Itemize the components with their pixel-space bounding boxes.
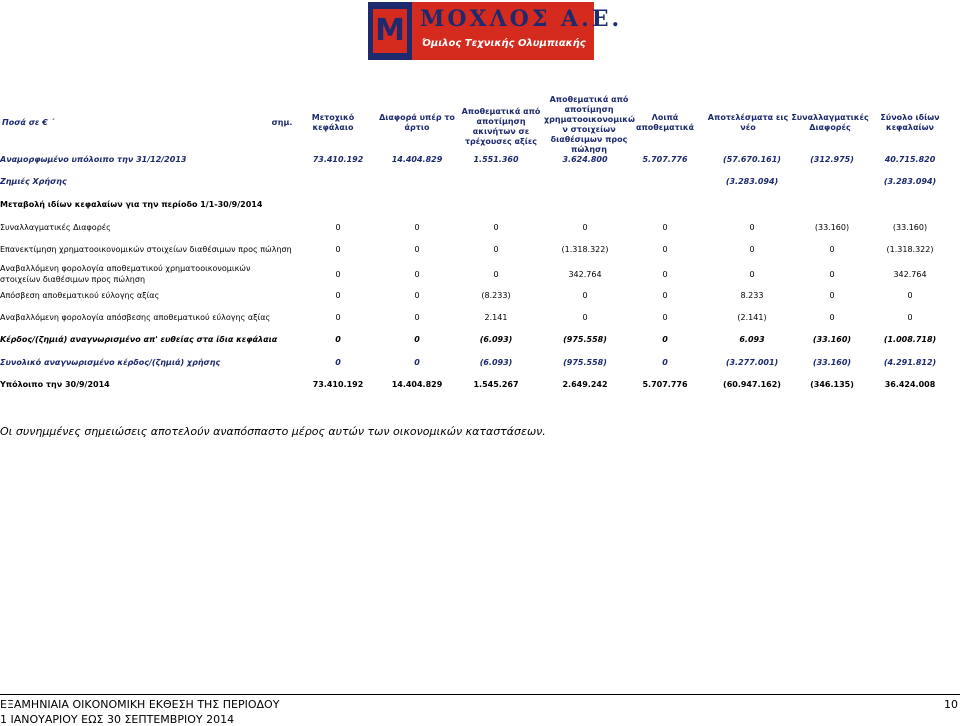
cell-retained-earnings: 8.233 (740, 291, 764, 300)
cell-share-capital: 0 (335, 335, 341, 344)
cell-afs-reserve: 2.649.242 (562, 380, 608, 389)
cell-fx-differences: 0 (829, 270, 835, 279)
cell-other-reserves: 0 (662, 270, 668, 279)
cell-other-reserves: 5.707.776 (642, 380, 688, 389)
cell-total-equity: (33.160) (892, 223, 928, 232)
cell-fx-differences: (33.160) (814, 223, 850, 232)
cell-share-capital: 0 (335, 270, 341, 279)
row-label: Επανεκτίμηση χρηματοοικονομικών στοιχείων διαθέσιμων προς πώληση (0, 245, 292, 254)
cell-retained-earnings: 0 (749, 223, 755, 232)
company-logo (368, 2, 623, 60)
row-label: Συνολικό αναγνωρισμένο κέρδος/(ζημιά) χρήσης (0, 358, 221, 367)
cell-other-reserves: 0 (662, 223, 668, 232)
logo-subtitle: Όμιλος Τεχνικής Ολυμπιακής (422, 38, 586, 49)
cell-property-reserve: 0 (493, 245, 499, 254)
logo-mark (368, 2, 412, 60)
cell-fx-differences: 0 (829, 245, 835, 254)
cell-share-capital: 0 (335, 313, 341, 322)
cell-afs-reserve: 0 (582, 223, 588, 232)
col-header-afs-reserve: Αποθεματικά από αποτίμηση χρηματοοικονομικώ ν στοιχείων διαθέσιμων προς πώληση (544, 95, 635, 154)
cell-share-premium: 0 (414, 291, 420, 300)
notes-statement: Οι συνημμένες σημειώσεις αποτελούν αναπόσπαστο μέρος αυτών των οικονομικών καταστάσεων. (0, 425, 546, 438)
cell-afs-reserve: 3.624.800 (562, 155, 608, 164)
cell-share-premium: 0 (414, 335, 420, 344)
row-label: Υπόλοιπο την 30/9/2014 (0, 380, 110, 389)
cell-property-reserve: (8.233) (481, 291, 511, 300)
col-header-retained-earnings: Αποτελέσματα εις νέο (707, 113, 789, 132)
cell-total-equity: (1.008.718) (883, 335, 937, 344)
cell-share-capital: 0 (335, 223, 341, 232)
cell-afs-reserve: (975.558) (563, 335, 607, 344)
cell-total-equity: 0 (907, 291, 913, 300)
row-label: Αναμορφωμένο υπόλοιπο την 31/12/2013 (0, 155, 187, 164)
cell-retained-earnings: (3.283.094) (725, 177, 779, 186)
row-label: Συναλλαγματικές Διαφορές (0, 223, 111, 232)
cell-property-reserve: 2.141 (484, 313, 508, 322)
cell-afs-reserve: 0 (582, 291, 588, 300)
cell-share-capital: 73.410.192 (312, 380, 364, 389)
cell-total-equity: (4.291.812) (883, 358, 937, 367)
col-header-property-reserve: Αποθεματικά από αποτίμηση ακινήτων σε τρέχουσες αξίες (461, 107, 541, 146)
cell-share-premium: 0 (414, 223, 420, 232)
row-label: Κέρδος/(ζημιά) αναγνωρισμένο απ' ευθείας στα ίδια κεφάλαια (0, 335, 278, 344)
row-label: Αναβαλλόμενη φορολογία αποθεματικού χρηματοοικονομικών (0, 264, 251, 273)
cell-share-premium: 0 (414, 270, 420, 279)
cell-share-premium: 0 (414, 358, 420, 367)
cell-other-reserves: 0 (662, 358, 668, 367)
cell-share-premium: 14.404.829 (391, 380, 443, 389)
cell-retained-earnings: (3.277.001) (725, 358, 779, 367)
cell-other-reserves: 0 (662, 291, 668, 300)
cell-total-equity: 36.424.008 (884, 380, 936, 389)
cell-other-reserves: 5.707.776 (642, 155, 688, 164)
row-label: Απόσβεση αποθεματικού εύλογης αξίας (0, 291, 160, 300)
cell-retained-earnings: 0 (749, 245, 755, 254)
cell-fx-differences: (346.135) (810, 380, 854, 389)
cell-fx-differences: (312.975) (810, 155, 854, 164)
footer-report-period: 1 ΙΑΝΟΥΑΡΙΟΥ ΕΩΣ 30 ΣΕΠΤΕΜΒΡΙΟΥ 2014 (0, 713, 235, 726)
cell-retained-earnings: 0 (749, 270, 755, 279)
logo-name: ΜΟΧΛΟΣ Α.Ε. (420, 6, 623, 32)
cell-property-reserve: 0 (493, 223, 499, 232)
cell-share-capital: 0 (335, 358, 341, 367)
col-header-other-reserves: Λοιπά αποθεματικά (635, 113, 695, 132)
cell-afs-reserve: (1.318.322) (561, 245, 609, 254)
cell-property-reserve: (6.093) (479, 335, 513, 344)
cell-property-reserve: (6.093) (479, 358, 513, 367)
cell-share-capital: 0 (335, 291, 341, 300)
cell-fx-differences: (33.160) (812, 358, 852, 367)
footer-divider (0, 694, 960, 695)
col-header-share-capital: Μετοχικό κεφάλαιο (311, 113, 355, 132)
cell-fx-differences: (33.160) (812, 335, 852, 344)
cell-total-equity: (3.283.094) (883, 177, 937, 186)
cell-afs-reserve: (975.558) (563, 358, 607, 367)
cell-fx-differences: 0 (829, 313, 835, 322)
cell-share-premium: 0 (414, 313, 420, 322)
col-header-share-premium: Διαφορά υπέρ το άρτιο (379, 113, 455, 132)
cell-retained-earnings: (60.947.162) (723, 380, 781, 389)
cell-property-reserve: 1.545.267 (473, 380, 519, 389)
logo-mark-letter: M (373, 9, 407, 53)
cell-property-reserve: 0 (493, 270, 499, 279)
cell-total-equity: (1.318.322) (886, 245, 934, 254)
cell-retained-earnings: 6.093 (739, 335, 765, 344)
cell-retained-earnings: (2.141) (737, 313, 767, 322)
row-label: Αναβαλλόμενη φορολογία απόσβεσης αποθεματικού εύλογης αξίας (0, 313, 271, 322)
page-number: 10 (944, 698, 958, 711)
cell-total-equity: 40.715.820 (884, 155, 936, 164)
row-label-continued: στοιχείων διαθέσιμων προς πώληση (0, 275, 146, 284)
cell-retained-earnings: (57.670.161) (723, 155, 781, 164)
cell-share-premium: 14.404.829 (391, 155, 443, 164)
cell-afs-reserve: 0 (582, 313, 588, 322)
cell-total-equity: 0 (907, 313, 913, 322)
amounts-in-label: Ποσά σε € ΄ (2, 118, 55, 127)
col-header-total-equity: Σύνολο ιδίων κεφαλαίων (880, 113, 940, 132)
note-column-header: σημ. (271, 118, 293, 127)
cell-property-reserve: 1.551.360 (473, 155, 519, 164)
col-header-fx-differences: Συναλλαγματικές Διαφορές (791, 113, 869, 132)
cell-afs-reserve: 342.764 (568, 270, 602, 279)
cell-fx-differences: 0 (829, 291, 835, 300)
cell-share-premium: 0 (414, 245, 420, 254)
cell-other-reserves: 0 (662, 245, 668, 254)
cell-other-reserves: 0 (662, 335, 668, 344)
row-label: Ζημιές Χρήσης (0, 177, 67, 186)
cell-share-capital: 73.410.192 (312, 155, 364, 164)
footer-report-title: ΕΞΑΜΗΝΙΑΙΑ ΟΙΚΟΝΟΜΙΚΗ ΕΚΘΕΣΗ ΤΗΣ ΠΕΡΙΟΔΟΥ (0, 698, 280, 711)
cell-total-equity: 342.764 (893, 270, 927, 279)
row-label: Μεταβολή ιδίων κεφαλαίων για την περίοδο 1/1-30/9/2014 (0, 200, 263, 209)
cell-share-capital: 0 (335, 245, 341, 254)
cell-other-reserves: 0 (662, 313, 668, 322)
